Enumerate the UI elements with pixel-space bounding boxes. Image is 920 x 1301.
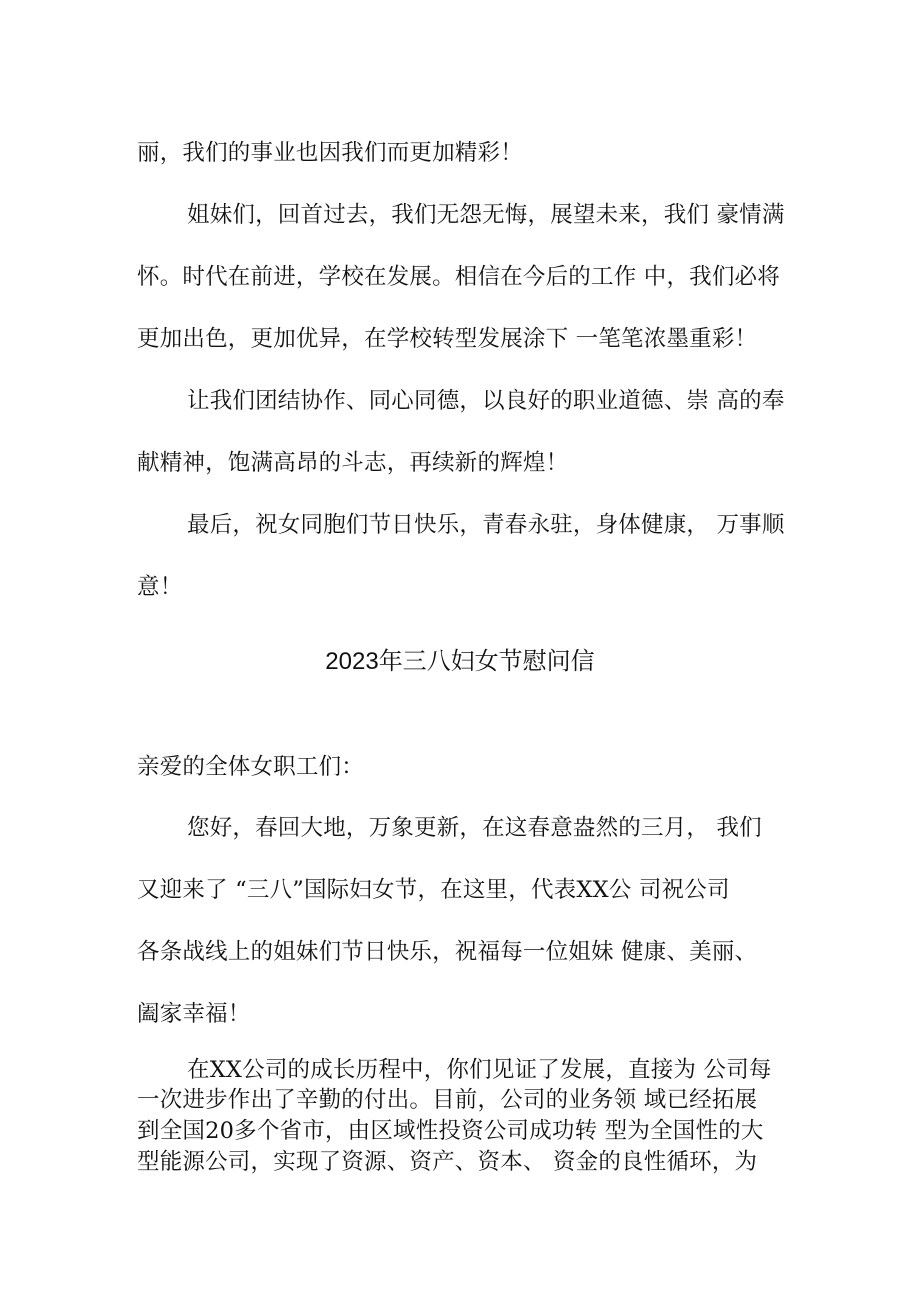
body-line-3: 各条战线上的姐妹们节日快乐，祝福每一位姐妹 健康、美丽、 xyxy=(137,939,758,965)
prev-letter-line-6: 献精神，饱满高昂的斗志，再续新的辉煌！ xyxy=(137,450,569,476)
prev-letter-line-7: 最后，祝女同胞们节日快乐，青春永驻，身体健康， 万事顺 xyxy=(187,512,785,538)
body-line-7: 到全国20多个省市，由区域性投资公司成功转 型为全国性的大 xyxy=(137,1118,764,1144)
body-line-4: 阖家幸福！ xyxy=(137,1001,251,1027)
body-line-8: 型能源公司，实现了资源、资产、资本、 资金的良性循环，为 xyxy=(137,1149,758,1175)
body-line-1: 您好，春回大地，万象更新，在这春意盎然的三月， 我们 xyxy=(187,815,762,841)
body-line-6: 一次进步作出了辛勤的付出。目前，公司的业务领 域已经拓展 xyxy=(137,1087,758,1113)
prev-letter-line-8: 意！ xyxy=(137,574,183,600)
body-line-2: 又迎来了 “三八”国际妇女节，在这里，代表XX公 司祝公司 xyxy=(137,877,730,903)
body-line-5: 在XX公司的成长历程中，你们见证了发展，直接为 公司每 xyxy=(187,1057,772,1083)
letter-title: 2023年三八妇女节慰问信 xyxy=(325,648,595,675)
salutation: 亲爱的全体女职工们： xyxy=(137,754,365,780)
prev-letter-line-2: 姐妹们，回首过去，我们无怨无悔，展望未来，我们 豪情满 xyxy=(187,202,785,228)
prev-letter-line-4: 更加出色，更加优异，在学校转型发展涂下 一笔笔浓墨重彩！ xyxy=(137,326,758,352)
prev-letter-line-5: 让我们团结协作、同心同德，以良好的职业道德、崇 高的奉 xyxy=(187,388,785,414)
prev-letter-line-1: 丽，我们的事业也因我们而更加精彩！ xyxy=(137,140,523,166)
prev-letter-line-3: 怀。时代在前进，学校在发展。相信在今后的工作 中，我们必将 xyxy=(137,264,780,290)
